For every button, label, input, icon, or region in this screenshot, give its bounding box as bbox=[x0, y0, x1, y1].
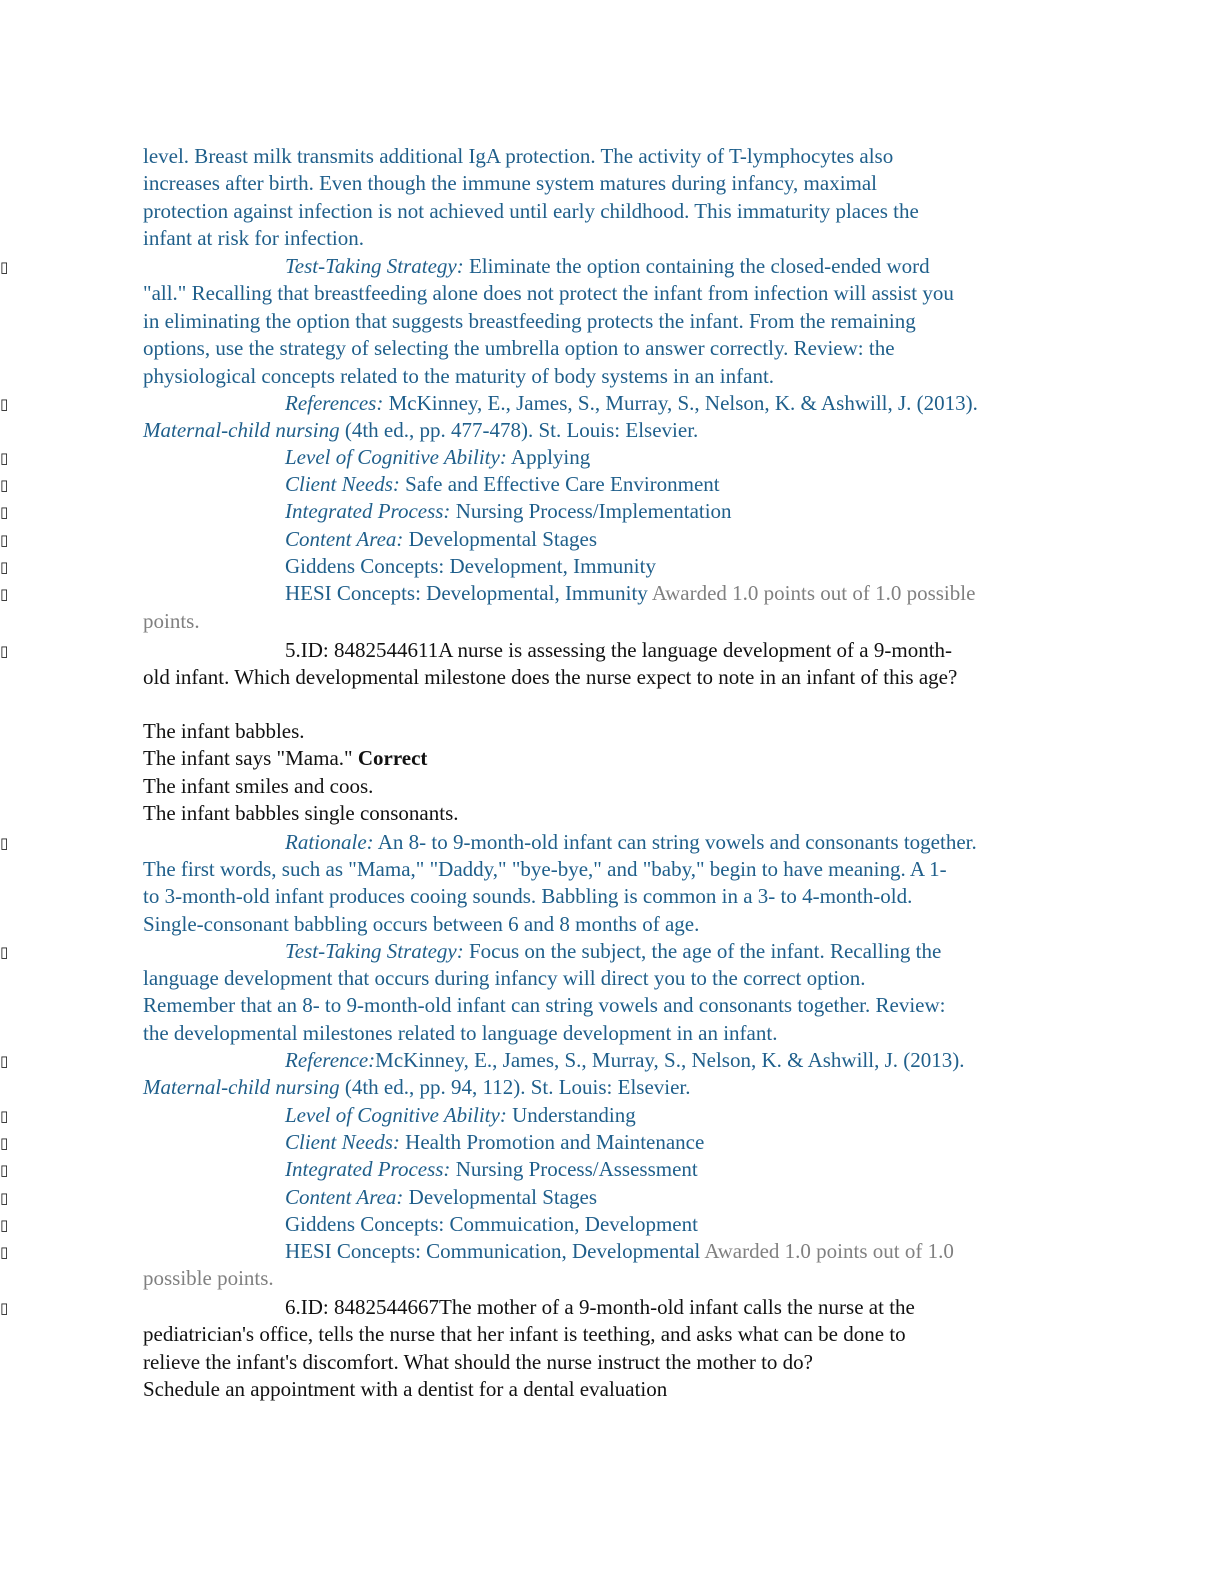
bullet-icon: ▯ bbox=[0, 1216, 9, 1234]
question-5-text: old infant. Which developmental milestone does the nurse expect to note in an infant of this age? bbox=[143, 665, 958, 689]
content-area-line bbox=[285, 526, 1085, 553]
process-value: Nursing Process/Assessment bbox=[450, 1157, 698, 1181]
answer-option[interactable]: The infant babbles. bbox=[143, 719, 305, 743]
content-area-label: Content Area: bbox=[285, 1185, 404, 1209]
rationale-line: infant at risk for infection. bbox=[143, 226, 365, 250]
strategy-line: options, use the strategy of selecting the umbrella option to answer correctly. Review: the bbox=[143, 336, 895, 360]
rationale-line: increases after birth. Even though the immune system matures during infancy, maximal bbox=[143, 171, 878, 195]
strategy-text: Focus on the subject, the age of the infant. Recalling the bbox=[463, 939, 942, 963]
cognitive-line bbox=[285, 444, 1085, 471]
rationale-line: to 3-month-old infant produces cooing sounds. Babbling is common in a 3- to 4-month-old. bbox=[143, 884, 913, 908]
strategy-line: language development that occurs during infancy will direct you to the correct option. bbox=[143, 966, 866, 990]
awarded-points: Awarded 1.0 points out of 1.0 bbox=[700, 1239, 954, 1263]
client-needs-value: Safe and Effective Care Environment bbox=[399, 472, 720, 496]
references-label: References: bbox=[285, 391, 384, 415]
bullet-icon: ▯ bbox=[0, 1243, 9, 1261]
giddens-line: Giddens Concepts: Commuication, Development bbox=[285, 1212, 698, 1236]
strategy-line: in eliminating the option that suggests breastfeeding protects the infant. From the remaining bbox=[143, 309, 916, 333]
strategy-text: Eliminate the option containing the closed-ended word bbox=[463, 254, 930, 278]
cognitive-value: Understanding bbox=[506, 1103, 636, 1127]
strategy-label: Test-Taking Strategy: bbox=[285, 939, 464, 963]
bullet-icon: ▯ bbox=[0, 1161, 9, 1179]
bullet-icon: ▯ bbox=[0, 449, 9, 467]
reference-line bbox=[143, 1074, 1083, 1101]
bullet-icon: ▯ bbox=[0, 476, 9, 494]
content-area-line bbox=[285, 1184, 1085, 1211]
strategy-line bbox=[285, 253, 1085, 280]
reference-text: McKinney, E., James, S., Murray, S., Nelson, K. & Ashwill, J. (2013). bbox=[375, 1048, 965, 1072]
answer-option-correct[interactable] bbox=[143, 745, 1083, 772]
process-label: Integrated Process: bbox=[285, 1157, 451, 1181]
rationale-line: Single-consonant babbling occurs between 6 and 8 months of age. bbox=[143, 912, 700, 936]
process-line bbox=[285, 498, 1085, 525]
question-6-text: pediatrician's office, tells the nurse that her infant is teething, and asks what can be done to bbox=[143, 1322, 906, 1346]
references-line bbox=[285, 390, 1085, 417]
cognitive-value: Applying bbox=[506, 445, 591, 469]
answer-option[interactable]: Schedule an appointment with a dentist for a dental evaluation bbox=[143, 1377, 668, 1401]
awarded-points-cont: points. bbox=[143, 609, 200, 633]
hesi-text: HESI Concepts: Developmental, Immunity bbox=[285, 581, 648, 605]
strategy-line: the developmental milestones related to language development in an infant. bbox=[143, 1021, 778, 1045]
bullet-icon: ▯ bbox=[0, 585, 9, 603]
bullet-icon: ▯ bbox=[0, 503, 9, 521]
hesi-line bbox=[285, 580, 1085, 607]
process-value: Nursing Process/Implementation bbox=[450, 499, 732, 523]
client-needs-label: Client Needs: bbox=[285, 1130, 400, 1154]
client-needs-label: Client Needs: bbox=[285, 472, 400, 496]
hesi-text: HESI Concepts: Communication, Developmental bbox=[285, 1239, 701, 1263]
process-line bbox=[285, 1156, 1085, 1183]
content-area-label: Content Area: bbox=[285, 527, 404, 551]
reference-label: Reference: bbox=[285, 1048, 376, 1072]
correct-label: Correct bbox=[352, 746, 428, 770]
bullet-icon: ▯ bbox=[0, 943, 9, 961]
cognitive-label: Level of Cognitive Ability: bbox=[285, 1103, 507, 1127]
client-needs-line bbox=[285, 1129, 1085, 1156]
content-area-value: Developmental Stages bbox=[403, 527, 598, 551]
book-details: (4th ed., pp. 477-478). St. Louis: Elsevier. bbox=[339, 418, 699, 442]
question-5-id-line: 5.ID: 8482544611A nurse is assessing the language development of a 9-month- bbox=[285, 638, 953, 662]
bullet-icon: ▯ bbox=[0, 258, 9, 276]
strategy-line bbox=[285, 938, 1085, 965]
bullet-icon: ▯ bbox=[0, 1134, 9, 1152]
rationale-label: Rationale: bbox=[285, 830, 374, 854]
bullet-icon: ▯ bbox=[0, 1107, 9, 1125]
content-area-value: Developmental Stages bbox=[403, 1185, 598, 1209]
strategy-label: Test-Taking Strategy: bbox=[285, 254, 464, 278]
bullet-icon: ▯ bbox=[0, 642, 9, 660]
client-needs-line bbox=[285, 471, 1085, 498]
answer-option[interactable]: The infant babbles single consonants. bbox=[143, 801, 459, 825]
strategy-line: "all." Recalling that breastfeeding alone does not protect the infant from infection will assist you bbox=[143, 281, 954, 305]
strategy-line: Remember that an 8- to 9-month-old infant can string vowels and consonants together. Review: bbox=[143, 993, 946, 1017]
client-needs-value: Health Promotion and Maintenance bbox=[399, 1130, 705, 1154]
answer-option[interactable]: The infant smiles and coos. bbox=[143, 774, 374, 798]
bullet-icon: ▯ bbox=[0, 395, 9, 413]
book-details: (4th ed., pp. 94, 112). St. Louis: Elsevier. bbox=[339, 1075, 691, 1099]
reference-line bbox=[285, 1047, 1085, 1074]
process-label: Integrated Process: bbox=[285, 499, 451, 523]
cognitive-line bbox=[285, 1102, 1085, 1129]
rationale-line: protection against infection is not achieved until early childhood. This immaturity places the bbox=[143, 199, 919, 223]
strategy-line: physiological concepts related to the maturity of body systems in an infant. bbox=[143, 364, 775, 388]
references-line bbox=[143, 417, 1083, 444]
book-title: Maternal-child nursing bbox=[143, 418, 340, 442]
bullet-icon: ▯ bbox=[0, 558, 9, 576]
hesi-line bbox=[285, 1238, 1085, 1265]
awarded-points-cont: possible points. bbox=[143, 1266, 274, 1290]
bullet-icon: ▯ bbox=[0, 834, 9, 852]
references-text: McKinney, E., James, S., Murray, S., Nelson, K. & Ashwill, J. (2013). bbox=[383, 391, 978, 415]
giddens-line: Giddens Concepts: Development, Immunity bbox=[285, 554, 656, 578]
bullet-icon: ▯ bbox=[0, 1052, 9, 1070]
bullet-icon: ▯ bbox=[0, 1189, 9, 1207]
rationale-line bbox=[285, 829, 1085, 856]
cognitive-label: Level of Cognitive Ability: bbox=[285, 445, 507, 469]
rationale-text: An 8- to 9-month-old infant can string vowels and consonants together. bbox=[373, 830, 977, 854]
answer-option-text: The infant says "Mama." bbox=[143, 746, 353, 770]
rationale-line: The first words, such as "Mama," "Daddy," "bye-bye," and "baby," begin to have meaning. A 1- bbox=[143, 857, 947, 881]
bullet-icon: ▯ bbox=[0, 1299, 9, 1317]
rationale-line: level. Breast milk transmits additional IgA protection. The activity of T-lymphocytes also bbox=[143, 144, 894, 168]
question-6-id-line: 6.ID: 8482544667The mother of a 9-month-old infant calls the nurse at the bbox=[285, 1295, 915, 1319]
bullet-icon: ▯ bbox=[0, 531, 9, 549]
book-title: Maternal-child nursing bbox=[143, 1075, 340, 1099]
awarded-points: Awarded 1.0 points out of 1.0 possible bbox=[647, 581, 976, 605]
question-6-text: relieve the infant's discomfort. What should the nurse instruct the mother to do? bbox=[143, 1350, 813, 1374]
